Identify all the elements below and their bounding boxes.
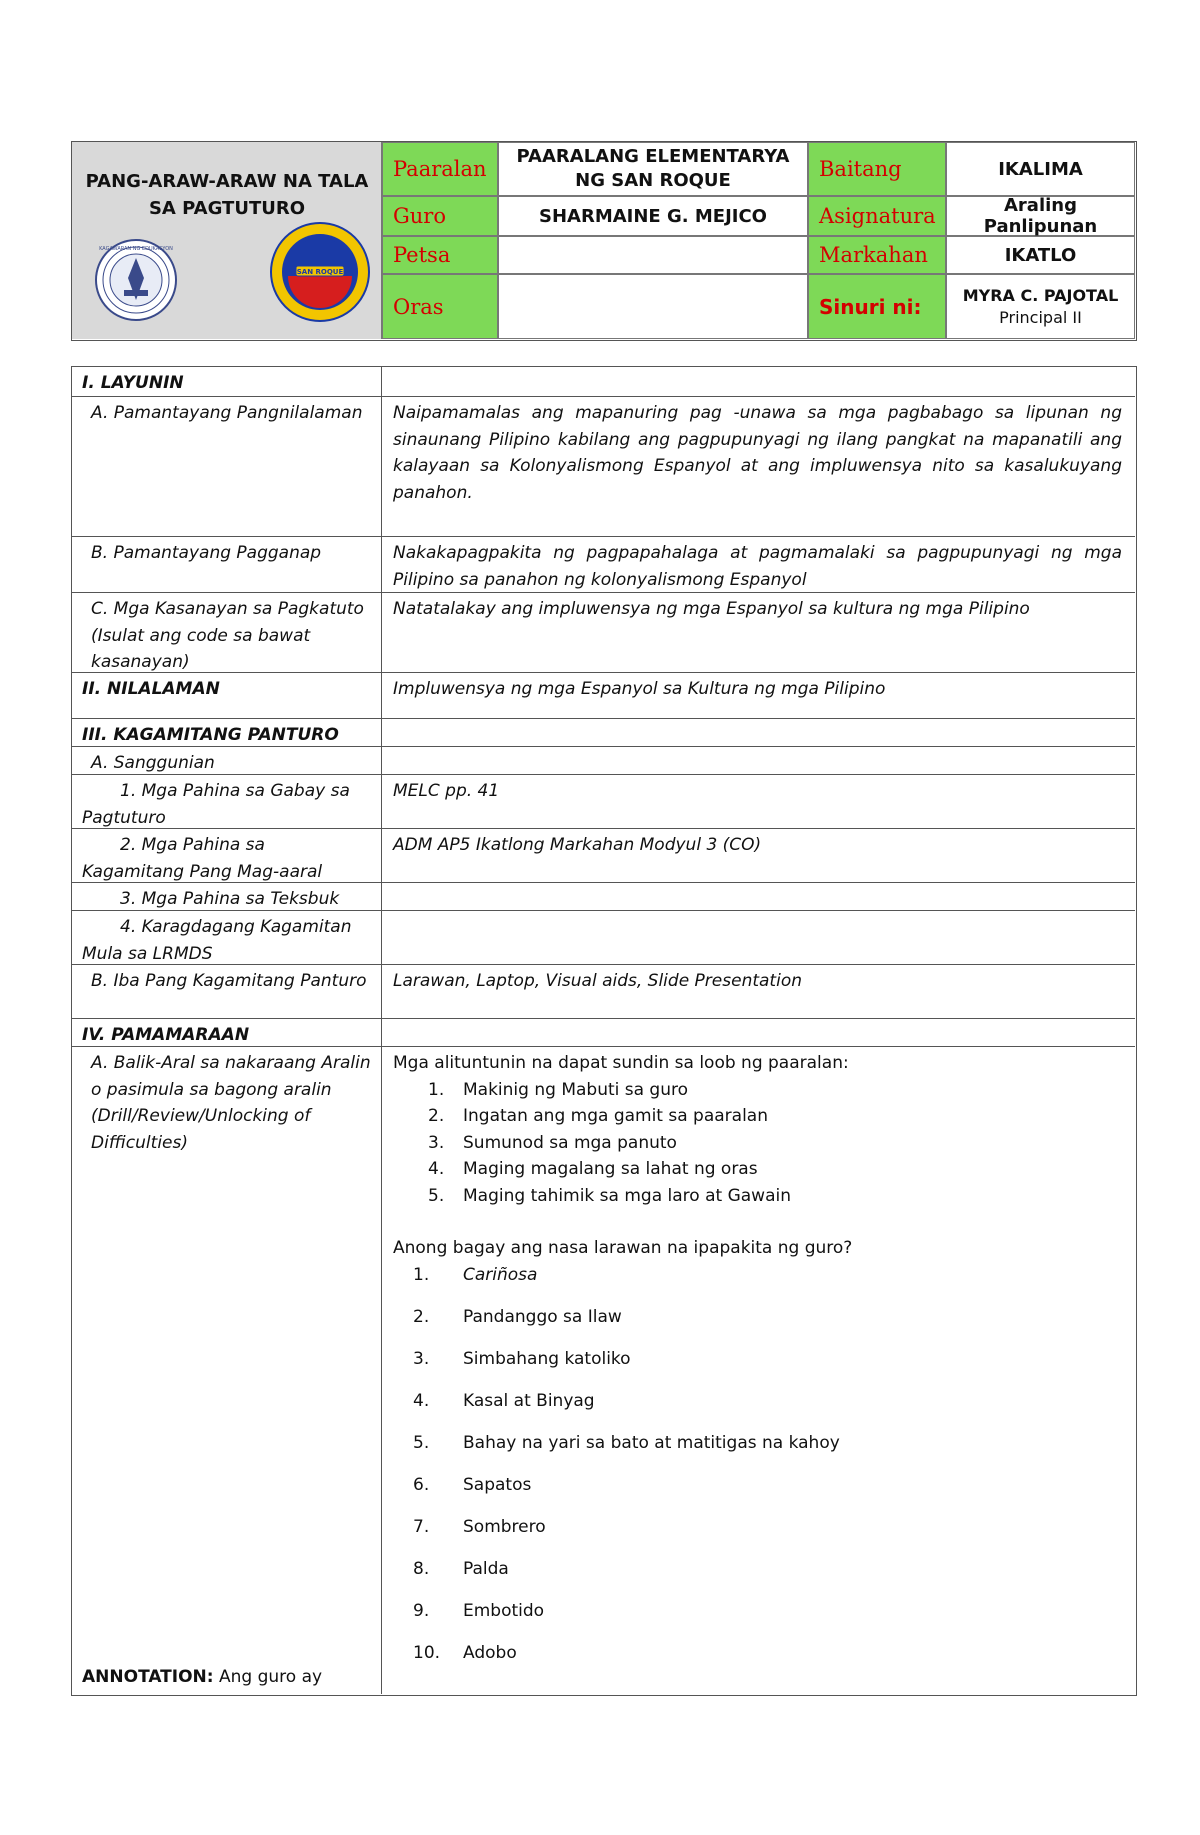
rule-number: 2. bbox=[428, 1106, 445, 1126]
teksbuk-value bbox=[383, 883, 1135, 910]
pamantayang-pagganap-label: B. Pamantayang Pagganap bbox=[72, 537, 382, 592]
iba-pang-kagamitan-row bbox=[72, 965, 1135, 1019]
rule-item bbox=[393, 1130, 1122, 1157]
annotation-label: ANNOTATION: bbox=[82, 1667, 214, 1687]
kagamitang-mag-aaral-label-text: 2. Mga Pahina sa Kagamitang Pang Mag-aaral bbox=[82, 835, 323, 882]
picture-item bbox=[393, 1304, 1122, 1346]
teksbuk-label bbox=[72, 883, 382, 910]
kagamitang-mag-aaral-value: ADM AP5 Ikatlong Markahan Modyul 3 (CO) bbox=[393, 835, 762, 855]
sinuri-cell bbox=[946, 274, 1135, 339]
picture-item bbox=[393, 1388, 1122, 1430]
picture-number: 1. bbox=[413, 1264, 430, 1285]
picture-text: Bahay na yari sa bato at matitigas na kahoy bbox=[463, 1432, 840, 1453]
rule-item bbox=[393, 1156, 1122, 1183]
gabay-label bbox=[72, 775, 382, 828]
picture-number: 6. bbox=[413, 1474, 430, 1495]
picture-number: 3. bbox=[413, 1348, 430, 1369]
markahan-value: IKATLO bbox=[946, 236, 1135, 274]
baitang-label: Baitang bbox=[808, 142, 946, 196]
pamamaraan-heading-value bbox=[383, 1019, 1135, 1046]
balik-aral-label: A. Balik-Aral sa nakaraang Aralin o pasimula sa bagong aralin (Drill/Review/Unlocking of Difficulties) bbox=[91, 1053, 371, 1153]
rule-text: Makinig ng Mabuti sa guro bbox=[463, 1079, 689, 1100]
picture-question: Anong bagay ang nasa larawan na ipapakita ng guro? bbox=[393, 1238, 853, 1258]
rule-text: Maging magalang sa lahat ng oras bbox=[463, 1159, 758, 1179]
school-seal-logo bbox=[268, 220, 372, 324]
pamantayang-pagganap-row bbox=[72, 537, 1135, 593]
rule-text: Ingatan ang mga gamit sa paaralan bbox=[463, 1106, 769, 1126]
layunin-heading-value bbox=[383, 367, 1135, 396]
picture-number: 8. bbox=[413, 1558, 430, 1579]
picture-text: Embotido bbox=[463, 1600, 545, 1621]
guro-label: Guro bbox=[382, 196, 498, 236]
sanggunian-value bbox=[383, 747, 1135, 774]
gabay-label-text: 1. Mga Pahina sa Gabay sa Pagtuturo bbox=[82, 781, 350, 828]
rule-item bbox=[393, 1183, 1122, 1210]
pamantayang-pangnilalaman-label: A. Pamantayang Pangnilalaman bbox=[72, 397, 382, 536]
sinuri-label: Sinuri ni: bbox=[808, 274, 946, 339]
header-title-cell bbox=[72, 142, 382, 339]
picture-item bbox=[393, 1262, 1122, 1304]
picture-text: Kasal at Binyag bbox=[463, 1390, 595, 1411]
annotation-text: Ang guro ay bbox=[213, 1667, 323, 1687]
picture-number: 4. bbox=[413, 1390, 430, 1411]
rule-number: 3. bbox=[428, 1132, 445, 1153]
sanggunian-row bbox=[72, 747, 1135, 775]
nilalaman-heading: II. NILALAMAN bbox=[72, 673, 382, 718]
layunin-heading: I. LAYUNIN bbox=[72, 367, 382, 396]
rules-intro: Mga alituntunin na dapat sundin sa loob ng paaralan: bbox=[393, 1053, 849, 1073]
lrmds-label-text: 4. Karagdagang Kagamitan Mula sa LRMDS bbox=[82, 917, 352, 964]
picture-item bbox=[393, 1514, 1122, 1556]
sinuri-name: MYRA C. PAJOTAL bbox=[962, 285, 1119, 305]
pamamaraan-heading-row bbox=[72, 1019, 1135, 1047]
gabay-value: MELC pp. 41 bbox=[393, 781, 500, 801]
rule-text: Maging tahimik sa mga laro at Gawain bbox=[463, 1185, 791, 1206]
kagamitan-heading-value bbox=[383, 719, 1135, 746]
document-title: PANG-ARAW-ARAW NA TALA SA PAGTUTURO bbox=[85, 171, 369, 219]
pictures-list bbox=[393, 1262, 1122, 1682]
kasanayan-value: Natatalakay ang impluwensya ng mga Espanyol sa kultura ng mga Pilipino bbox=[393, 599, 1030, 619]
asignatura-label: Asignatura bbox=[808, 196, 946, 236]
picture-text: Simbahang katoliko bbox=[463, 1348, 631, 1369]
pamantayang-pangnilalaman-row bbox=[72, 397, 1135, 537]
nilalaman-row bbox=[72, 673, 1135, 719]
picture-number: 9. bbox=[413, 1600, 430, 1621]
kasanayan-label: C. Mga Kasanayan sa Pagkatuto (Isulat ang code sa bawat kasanayan) bbox=[72, 593, 382, 672]
iba-pang-kagamitan-label-text: B. Iba Pang Kagamitang Panturo bbox=[91, 971, 367, 991]
annotation bbox=[82, 1664, 322, 1691]
kagamitan-heading-row bbox=[72, 719, 1135, 747]
rules-list bbox=[393, 1077, 1122, 1210]
lrmds-row bbox=[72, 911, 1135, 965]
balik-aral-label-cell bbox=[72, 1047, 382, 1694]
pamantayang-pangnilalaman-value: Naipamamalas ang mapanuring pag -unawa sa mga pagbabago sa lipunan ng sinaunang Pilipino kabilang ang pagpupunyagi ng ilang pangkat na mapanatili ang kalayaan sa Kolonyalismong Espanyol at ang impluwensya nito sa kasalukuyang panahon. bbox=[393, 403, 1122, 503]
picture-number: 7. bbox=[413, 1516, 430, 1537]
petsa-label: Petsa bbox=[382, 236, 498, 274]
picture-text: Pandanggo sa Ilaw bbox=[463, 1306, 622, 1327]
picture-item bbox=[393, 1346, 1122, 1388]
pamamaraan-heading: IV. PAMAMARAAN bbox=[72, 1019, 382, 1046]
picture-number: 5. bbox=[413, 1432, 430, 1453]
svg-text:KAGAWARAN NG EDUKASYON: KAGAWARAN NG EDUKASYON bbox=[99, 246, 173, 252]
svg-text:SAN ROQUE: SAN ROQUE bbox=[296, 268, 344, 276]
guro-value: SHARMAINE G. MEJICO bbox=[498, 196, 808, 236]
kagamitan-heading: III. KAGAMITANG PANTURO bbox=[72, 719, 382, 746]
paaralan-label: Paaralan bbox=[382, 142, 498, 196]
balik-aral-row bbox=[72, 1047, 1135, 1694]
picture-number: 2. bbox=[413, 1306, 430, 1327]
oras-label: Oras bbox=[382, 274, 498, 339]
sanggunian-label: A. Sanggunian bbox=[72, 747, 382, 774]
picture-item bbox=[393, 1556, 1122, 1598]
teksbuk-row bbox=[72, 883, 1135, 911]
rule-item bbox=[393, 1077, 1122, 1104]
lesson-plan-table bbox=[71, 366, 1137, 1696]
picture-text: Sombrero bbox=[463, 1516, 546, 1537]
paaralan-value: PAARALANG ELEMENTARYA NG SAN ROQUE bbox=[498, 142, 808, 196]
picture-item bbox=[393, 1640, 1122, 1682]
sinuri-position: Principal II bbox=[999, 307, 1082, 327]
rule-number: 5. bbox=[428, 1185, 445, 1206]
picture-text: Sapatos bbox=[463, 1474, 532, 1495]
oras-value bbox=[498, 274, 808, 339]
picture-number: 10. bbox=[413, 1642, 441, 1663]
baitang-value: IKALIMA bbox=[946, 142, 1135, 196]
picture-text: Palda bbox=[463, 1558, 509, 1579]
markahan-label: Markahan bbox=[808, 236, 946, 274]
asignatura-value: Araling Panlipunan bbox=[946, 196, 1135, 236]
petsa-value bbox=[498, 236, 808, 274]
pamantayang-pagganap-value: Nakakapagpakita ng pagpapahalaga at pagmamalaki sa pagpupunyagi ng mga Pilipino sa panahon ng kolonyalismong Espanyol bbox=[393, 543, 1122, 590]
layunin-heading-row bbox=[72, 367, 1135, 397]
kasanayan-row bbox=[72, 593, 1135, 673]
rule-number: 4. bbox=[428, 1159, 445, 1179]
iba-pang-kagamitan-value: Larawan, Laptop, Visual aids, Slide Presentation bbox=[393, 971, 802, 991]
gabay-row bbox=[72, 775, 1135, 829]
rule-text: Sumunod sa mga panuto bbox=[463, 1132, 677, 1153]
rule-number: 1. bbox=[428, 1079, 445, 1100]
lrmds-label bbox=[72, 911, 382, 964]
iba-pang-kagamitan-label bbox=[72, 965, 382, 1018]
teksbuk-label-text: 3. Mga Pahina sa Teksbuk bbox=[120, 889, 340, 909]
rule-item bbox=[393, 1103, 1122, 1130]
nilalaman-value: Impluwensya ng mga Espanyol sa Kultura ng mga Pilipino bbox=[393, 679, 886, 699]
picture-text: Adobo bbox=[463, 1642, 517, 1663]
deped-seal-logo bbox=[94, 238, 178, 322]
header-table bbox=[71, 141, 1137, 341]
balik-aral-content bbox=[383, 1047, 1135, 1694]
picture-item bbox=[393, 1430, 1122, 1472]
picture-item bbox=[393, 1598, 1122, 1640]
lrmds-value bbox=[383, 911, 1135, 964]
kagamitang-mag-aaral-label bbox=[72, 829, 382, 882]
picture-item bbox=[393, 1472, 1122, 1514]
kagamitang-mag-aaral-row bbox=[72, 829, 1135, 883]
picture-text: Cariñosa bbox=[463, 1264, 538, 1285]
